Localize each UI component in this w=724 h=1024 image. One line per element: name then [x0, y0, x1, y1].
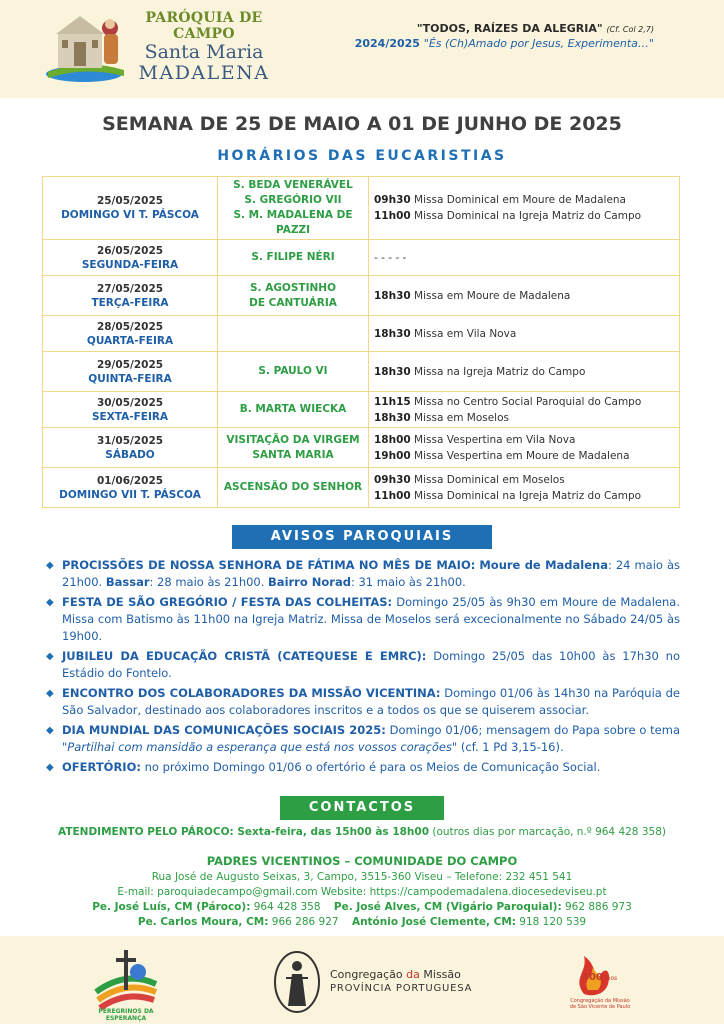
mass-entry [374, 410, 678, 426]
schedule-row [43, 468, 680, 508]
diamond-bullet-icon: ◆ [46, 688, 54, 699]
notices-title: AVISOS PAROQUIAIS [270, 529, 454, 544]
schedule-date-cell [43, 240, 218, 276]
mass-description: Missa em Moure de Madalena [414, 289, 571, 302]
motto-title: "TODOS, RAÍZES DA ALEGRIA" [416, 22, 603, 35]
community-name: PADRES VICENTINOS – COMUNIDADE DO CAMPO [206, 854, 518, 868]
contacts-banner [280, 796, 444, 820]
saint-name: S. M. MADALENA DE PAZZI [233, 209, 353, 236]
priests-line-1 [0, 901, 724, 913]
mass-entry [374, 288, 678, 304]
notice-detail: : 28 maio às 21h00. [149, 575, 269, 589]
mass-description: Missa Dominical na Igreja Matriz do Campo [414, 210, 642, 222]
mass-time: 18h30 [374, 327, 411, 340]
notices-banner [232, 525, 492, 549]
anniversary-label [582, 972, 617, 983]
notice-item [46, 685, 680, 719]
schedule-row [43, 392, 680, 428]
cm-word2: da [406, 968, 424, 981]
schedule-table [42, 176, 680, 508]
notice-item [46, 759, 680, 776]
mass-entry [374, 208, 678, 224]
parish-line1: PARÓQUIA DE CAMPO [145, 10, 263, 42]
notice-detail: Domingo 25/05 às 9h30 em Moure de Madalena. Missa com Batismo às 11h00 na Igreja Matriz. Missa de Moselos será excecionalmente no Sábado 24/05 às 19h00. [62, 595, 680, 643]
schedule-date: 30/05/2025 [96, 396, 164, 409]
notice-quote: "Partilhai com mansidão a esperança que está nos vossos corações" [62, 740, 458, 754]
schedule-saint-cell [218, 428, 369, 468]
schedule-date: 25/05/2025 [96, 195, 164, 207]
notice-item [46, 722, 680, 756]
mass-description: Missa Dominical na Igreja Matriz do Campo [414, 489, 642, 502]
notices-list [46, 557, 680, 779]
schedule-mass-cell [369, 392, 680, 428]
anniversary-sub2: de São Vicente de Paulo [569, 1004, 631, 1010]
notice-text [62, 722, 680, 756]
schedule-date-cell [43, 392, 218, 428]
week-title: SEMANA DE 25 DE MAIO A 01 DE JUNHO DE 2025 [102, 113, 622, 135]
diamond-bullet-icon: ◆ [46, 597, 54, 608]
parish-line2: Santa Maria [144, 41, 264, 63]
mass-description: Missa no Centro Social Paroquial do Campo [414, 395, 642, 408]
schedule-weekday: SEXTA-FEIRA [91, 410, 169, 423]
address: Rua José de Augusto Seixas, 3, Campo, 3515-360 Viseu – Telefone: 232 451 541 [151, 871, 573, 883]
saint-name: S. GREGÓRIO VII [244, 194, 342, 206]
notice-place: Moure de Madalena [479, 558, 608, 572]
diamond-bullet-icon: ◆ [46, 560, 54, 571]
parish-name [124, 10, 284, 84]
congregation-line2: PROVÍNCIA PORTUGUESA [330, 983, 473, 994]
schedule-date-cell [43, 428, 218, 468]
notice-text [62, 594, 680, 645]
priest-name: António José Clemente, CM: [351, 916, 516, 928]
priest-name: Pe. José Luís, CM (Pároco): [92, 901, 251, 913]
mass-time: 09h30 [374, 194, 411, 206]
priests-line-2 [0, 916, 724, 928]
mass-entry [374, 364, 678, 380]
notice-item [46, 648, 680, 682]
schedule-saint-cell [218, 177, 369, 240]
schedule-date-cell [43, 468, 218, 508]
schedule-date-cell [43, 352, 218, 392]
schedule-weekday: SEGUNDA-FEIRA [81, 258, 179, 271]
mass-description: Missa Vespertina em Vila Nova [414, 433, 576, 446]
schedule-mass-cell [369, 240, 680, 276]
schedule-date: 01/06/2025 [96, 474, 164, 487]
footer [0, 936, 724, 1024]
priest-phone: 964 428 358 [250, 901, 321, 913]
mass-entry [374, 192, 678, 208]
schedule-mass-cell [369, 352, 680, 392]
anniversary-word: anos [602, 975, 618, 982]
schedule-date: 26/05/2025 [96, 244, 164, 257]
notice-heading: DIA MUNDIAL DAS COMUNICAÇÕES SOCIAIS 2025: [62, 723, 386, 737]
priest-name: Pe. José Alves, CM (Vigário Paroquial): [333, 901, 562, 913]
mass-description: - - - - - [374, 251, 407, 264]
anniversary-sub1: Congregação da Missão [570, 998, 630, 1004]
saint-name: S. FILIPE NÉRI [251, 251, 335, 263]
header [0, 0, 724, 98]
email-website: E-mail: paroquiadecampo@gmail.com Website: https://campodemadalena.diocesedeviseu.pt [117, 886, 607, 898]
schedule-mass-cell [369, 468, 680, 508]
mass-entry [374, 488, 678, 504]
priest-name: Pe. Carlos Moura, CM: [137, 916, 269, 928]
schedule-weekday: DOMINGO VI T. PÁSCOA [61, 209, 199, 221]
notice-text [62, 648, 680, 682]
schedule-saint-cell [218, 468, 369, 508]
schedule-row [43, 316, 680, 352]
mass-time: 18h00 [374, 433, 411, 446]
motto-text: "És (Ch)Amado por Jesus, Experimenta…" [423, 37, 654, 50]
attendance-line [0, 826, 724, 838]
mass-time: 18h30 [374, 411, 411, 424]
mass-description: Missa Vespertina em Moure de Madalena [414, 449, 630, 462]
notice-heading: ENCONTRO DOS COLABORADORES DA MISSÃO VICENTINA: [62, 686, 441, 700]
saint-name: DE CANTUÁRIA [249, 296, 337, 309]
saint-name: S. BEDA VENERÁVEL [233, 179, 353, 191]
parish-line3: MADALENA [138, 62, 270, 84]
notice-detail: : 31 maio às 21h00. [350, 575, 466, 589]
schedule-date: 28/05/2025 [96, 320, 164, 333]
mass-description: Missa na Igreja Matriz do Campo [414, 365, 586, 378]
congregation-line1 [330, 968, 461, 981]
notice-detail: (cf. 1 Pd 3,15-16). [457, 740, 564, 754]
schedule-mass-cell [369, 177, 680, 240]
schedule-saint-cell [218, 392, 369, 428]
attendance-rest: (outros dias por marcação, n.º 964 428 358) [429, 826, 666, 838]
contacts-title: CONTACTOS [308, 800, 416, 815]
mass-entry [374, 432, 678, 448]
schedule-row [43, 352, 680, 392]
priest-phone: 962 886 973 [561, 901, 632, 913]
schedule-date: 29/05/2025 [96, 358, 164, 371]
saint-name: ASCENSÃO DO SENHOR [223, 481, 363, 493]
mass-description: Missa Dominical em Moselos [414, 473, 565, 486]
saint-name: VISITAÇÃO DA VIRGEM [226, 433, 360, 446]
notice-detail: Domingo 25/05 das 10h00 às 17h30 no Estádio do Fontelo. [62, 649, 680, 680]
mass-entry [374, 326, 678, 342]
motto-year: 2024/2025 [354, 37, 420, 50]
schedule-mass-cell [369, 276, 680, 316]
mass-time: 11h00 [374, 210, 411, 222]
mass-entry [374, 250, 678, 266]
mass-time: 18h30 [374, 365, 411, 378]
mass-time: 11h15 [374, 395, 411, 408]
parish-logo-icon [44, 6, 128, 86]
mass-time: 19h00 [374, 449, 411, 462]
saint-name: S. AGOSTINHO [249, 281, 336, 294]
notice-heading: OFERTÓRIO: [62, 760, 141, 774]
schedule-row [43, 276, 680, 316]
motto [355, 22, 654, 50]
mass-entry [374, 448, 678, 464]
schedule-saint-cell [218, 240, 369, 276]
schedule-saint-cell [218, 352, 369, 392]
schedule-date: 31/05/2025 [96, 434, 164, 447]
schedule-date-cell [43, 177, 218, 240]
schedule-date-cell [43, 276, 218, 316]
notice-text [62, 685, 680, 719]
mass-time: 11h00 [374, 489, 411, 502]
schedule-weekday: QUARTA-FEIRA [86, 334, 174, 347]
notice-place: Bairro Norad [268, 575, 351, 589]
motto-ref: (Cf. Col 2,7) [606, 25, 654, 34]
mass-entry [374, 394, 678, 410]
notice-detail: : 24 maio às 21h00. [62, 558, 680, 589]
schedule-date-cell [43, 316, 218, 352]
congregation-emblem-icon [272, 950, 322, 1014]
attendance-bold: ATENDIMENTO PELO PÁROCO: Sexta-feira, das 15h00 às 18h00 [58, 826, 430, 838]
notice-heading: FESTA DE SÃO GREGÓRIO / FESTA DAS COLHEITAS: [62, 595, 393, 609]
notice-detail: no próximo Domingo 01/06 o ofertório é para os Meios de Comunicação Social. [140, 760, 601, 774]
schedule-date: 27/05/2025 [96, 282, 164, 295]
mass-time: 09h30 [374, 473, 411, 486]
mass-description: Missa em Moselos [414, 411, 509, 424]
schedule-mass-cell [369, 316, 680, 352]
saint-name: B. MARTA WIECKA [239, 403, 347, 415]
notice-text [62, 557, 680, 591]
cm-word1: Congregação [330, 968, 407, 981]
jubilee-text: PEREGRINOS DA ESPERANÇA [98, 1008, 154, 1022]
schedule-weekday: SÁBADO [105, 448, 155, 461]
notice-text [62, 759, 680, 776]
diamond-bullet-icon: ◆ [46, 762, 54, 773]
mass-description: Missa em Vila Nova [414, 327, 517, 340]
eucharist-title: HORÁRIOS DAS EUCARISTIAS [217, 148, 507, 164]
schedule-row [43, 177, 680, 240]
schedule-row [43, 428, 680, 468]
mass-time: 18h30 [374, 289, 411, 302]
diamond-bullet-icon: ◆ [46, 725, 54, 736]
schedule-weekday: QUINTA-FEIRA [88, 372, 172, 385]
anniversary-sub [560, 998, 640, 1010]
notice-item [46, 594, 680, 645]
notice-heading: JUBILEU DA EDUCAÇÃO CRISTÃ (CATEQUESE E EMRC): [62, 649, 427, 663]
schedule-saint-cell [218, 316, 369, 352]
saint-name: SANTA MARIA [252, 448, 334, 461]
schedule-mass-cell [369, 428, 680, 468]
notice-heading: PROCISSÕES DE NOSSA SENHORA DE FÁTIMA NO MÊS DE MAIO: [62, 558, 476, 572]
anniversary-number: 400 [582, 972, 603, 983]
schedule-weekday: TERÇA-FEIRA [91, 296, 169, 309]
notice-detail: Domingo 01/06 às 14h30 na Paróquia de São Salvador, destinado aos colaboradores inscritos e a todos os que se quiserem associar. [62, 686, 680, 717]
priest-phone: 918 120 539 [515, 916, 587, 928]
notice-detail: Domingo 01/06; mensagem do Papa sobre o tema [385, 723, 681, 737]
diamond-bullet-icon: ◆ [46, 651, 54, 662]
priest-phone: 966 286 927 [268, 916, 339, 928]
mass-entry [374, 472, 678, 488]
notice-item [46, 557, 680, 591]
saint-name: S. PAULO VI [258, 365, 328, 377]
schedule-saint-cell [218, 276, 369, 316]
mass-description: Missa Dominical em Moure de Madalena [414, 194, 626, 206]
cm-word3: Missão [423, 968, 461, 981]
schedule-row [43, 240, 680, 276]
schedule-weekday: DOMINGO VII T. PÁSCOA [59, 488, 201, 501]
notice-place: Bassar [105, 575, 150, 589]
